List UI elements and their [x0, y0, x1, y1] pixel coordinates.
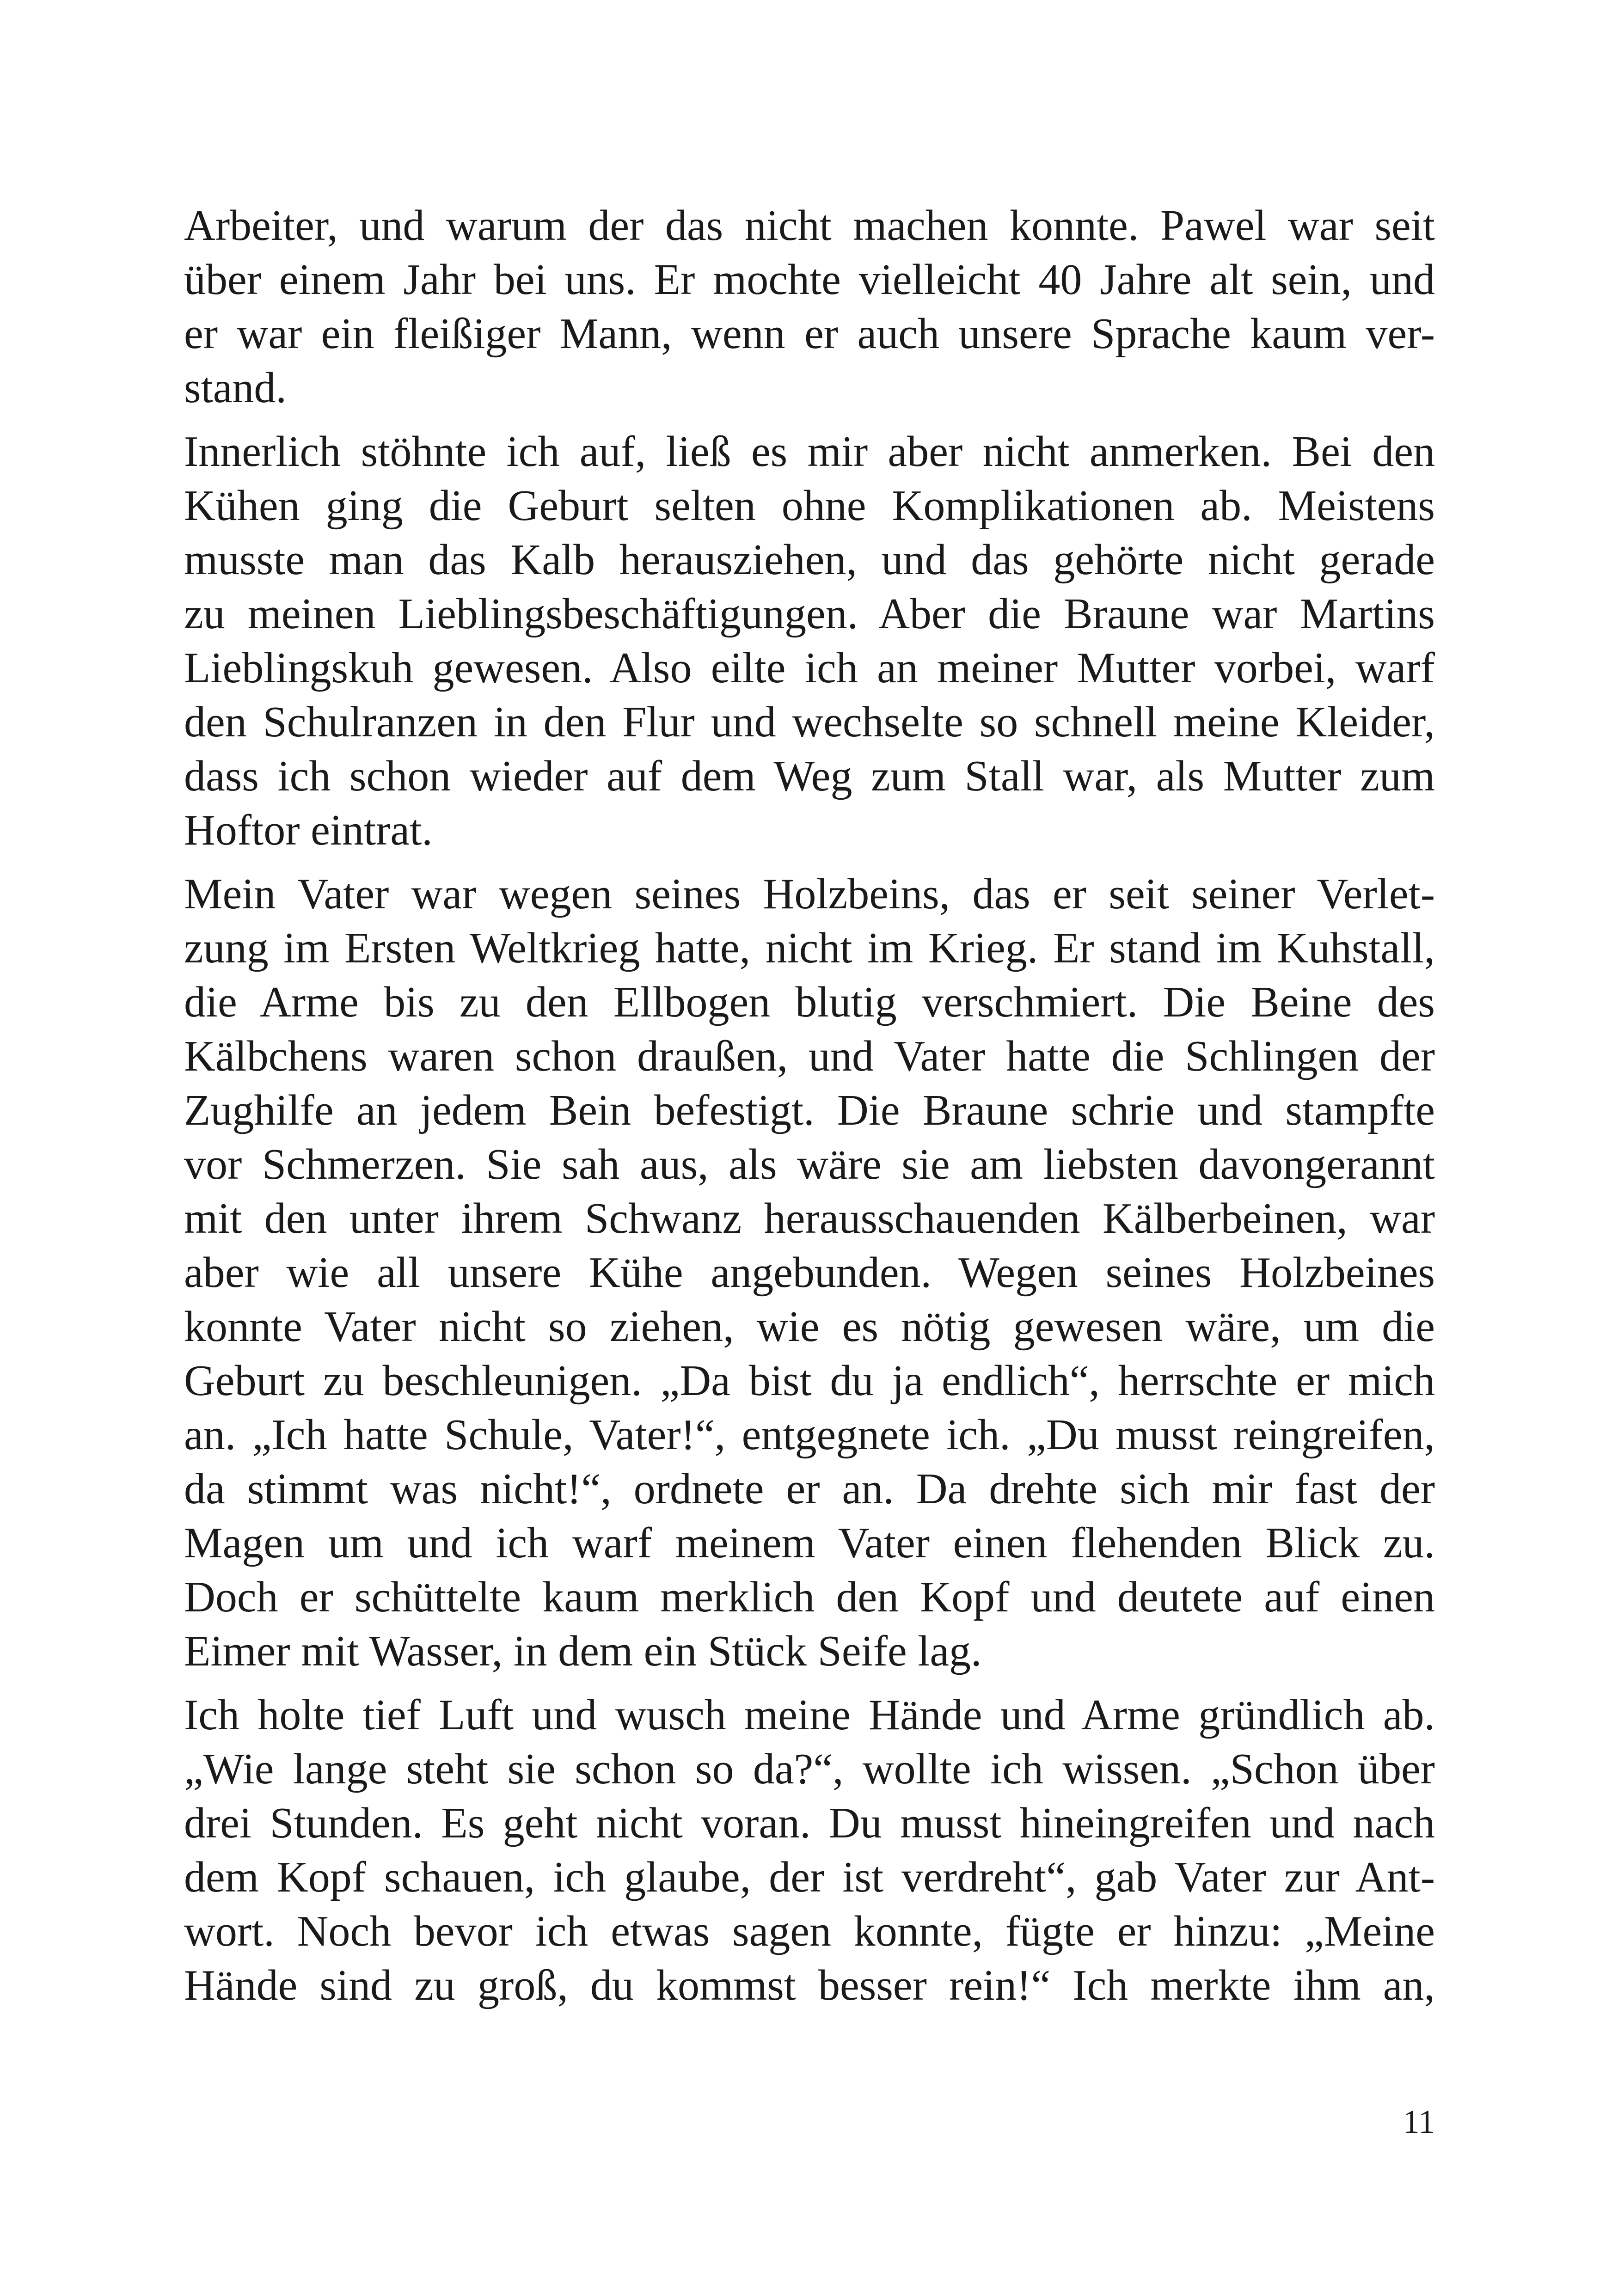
text-line: dass ich schon wieder auf dem Weg zum Stall war, als Mutter zum	[184, 752, 1435, 800]
body-text	[184, 199, 1435, 2022]
paragraph	[184, 199, 1435, 415]
text-line: Mein Vater war wegen seines Holzbeins, das er seit seiner Verlet-	[184, 870, 1435, 918]
text-line: den Schulranzen in den Flur und wechselte so schnell meine Kleider,	[184, 698, 1435, 746]
text-line: wort. Noch bevor ich etwas sagen konnte, fügte er hinzu: „Meine	[184, 1907, 1435, 1955]
text-line: Zughilfe an jedem Bein befestigt. Die Braune schrie und stampfte	[184, 1086, 1435, 1134]
text-line: musste man das Kalb herausziehen, und das gehörte nicht gerade	[184, 536, 1435, 584]
text-line: Lieblingskuh gewesen. Also eilte ich an meiner Mutter vorbei, warf	[184, 644, 1435, 692]
text-line: an. „Ich hatte Schule, Vater!“, entgegnete ich. „Du musst reingreifen,	[184, 1411, 1435, 1459]
text-line: aber wie all unsere Kühe angebunden. Wegen seines Holzbeines	[184, 1249, 1435, 1297]
text-line: Hoftor eintrat.	[184, 806, 433, 854]
text-line: zu meinen Lieblingsbeschäftigungen. Aber die Braune war Martins	[184, 590, 1435, 638]
text-line: dem Kopf schauen, ich glaube, der ist verdreht“, gab Vater zur Ant-	[184, 1853, 1435, 1901]
text-line: Hände sind zu groß, du kommst besser rein!“ Ich merkte ihm an,	[184, 1961, 1435, 2009]
text-line: zung im Ersten Weltkrieg hatte, nicht im Krieg. Er stand im Kuhstall,	[184, 924, 1435, 972]
paragraph	[184, 1688, 1435, 2013]
text-line: stand.	[184, 364, 287, 412]
text-line: drei Stunden. Es geht nicht voran. Du musst hineingreifen und nach	[184, 1799, 1435, 1847]
paragraph	[184, 867, 1435, 1678]
text-line: Kälbchens waren schon draußen, und Vater hatte die Schlingen der	[184, 1032, 1435, 1080]
text-line: Eimer mit Wasser, in dem ein Stück Seife lag.	[184, 1627, 982, 1675]
text-line: da stimmt was nicht!“, ordnete er an. Da drehte sich mir fast der	[184, 1465, 1435, 1513]
text-line: vor Schmerzen. Sie sah aus, als wäre sie am liebsten davongerannt	[184, 1140, 1435, 1188]
text-line: Doch er schüttelte kaum merklich den Kopf und deutete auf einen	[184, 1573, 1435, 1621]
text-line: „Wie lange steht sie schon so da?“, wollte ich wissen. „Schon über	[184, 1745, 1435, 1793]
text-line: Innerlich stöhnte ich auf, ließ es mir aber nicht anmerken. Bei den	[184, 428, 1435, 476]
text-line: Ich holte tief Luft und wusch meine Hände und Arme gründlich ab.	[184, 1691, 1435, 1739]
text-line: Kühen ging die Geburt selten ohne Komplikationen ab. Meistens	[184, 482, 1435, 530]
text-line: Geburt zu beschleunigen. „Da bist du ja endlich“, herrschte er mich	[184, 1357, 1435, 1405]
text-line: Arbeiter, und warum der das nicht machen konnte. Pawel war seit	[184, 202, 1435, 250]
page-number: 11	[1403, 2103, 1435, 2140]
text-line: mit den unter ihrem Schwanz herausschauenden Kälberbeinen, war	[184, 1194, 1435, 1243]
text-line: die Arme bis zu den Ellbogen blutig verschmiert. Die Beine des	[184, 978, 1435, 1026]
text-line: er war ein fleißiger Mann, wenn er auch unsere Sprache kaum ver-	[184, 310, 1435, 358]
text-line: über einem Jahr bei uns. Er mochte vielleicht 40 Jahre alt sein, und	[184, 256, 1435, 304]
text-line: Magen um und ich warf meinem Vater einen flehenden Blick zu.	[184, 1519, 1435, 1567]
text-line: konnte Vater nicht so ziehen, wie es nötig gewesen wäre, um die	[184, 1303, 1435, 1351]
paragraph	[184, 425, 1435, 857]
